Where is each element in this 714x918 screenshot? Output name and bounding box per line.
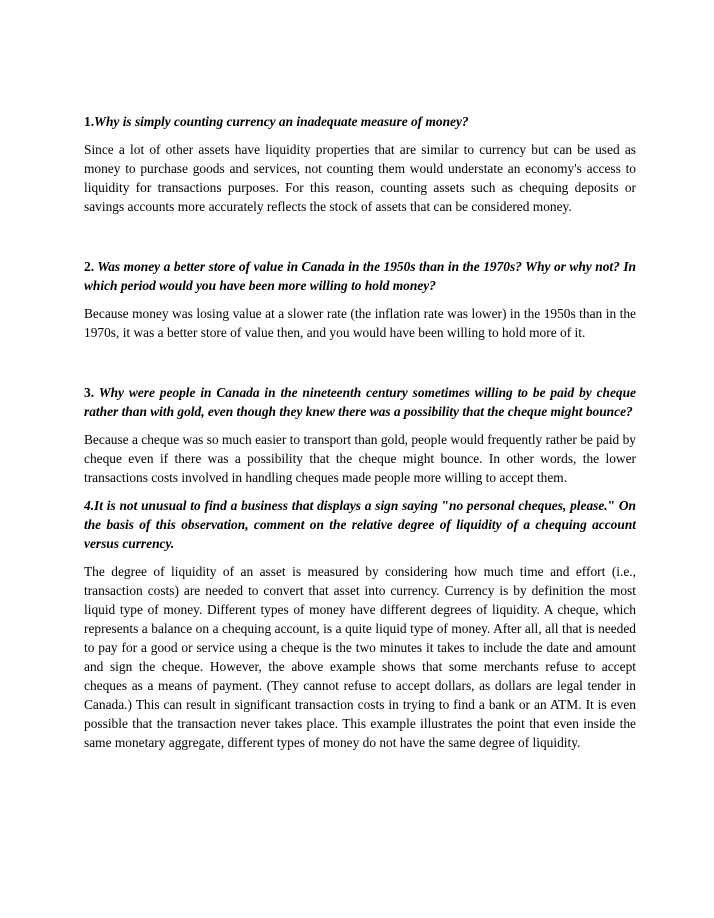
question-text: Was money a better store of value in Canada in the 1950s than in the 1970s? Why or why not? In which period would you have been more willing to hold money?: [84, 259, 636, 293]
question-2: [84, 257, 636, 295]
answer-1: Since a lot of other assets have liquidity properties that are similar to currency but can be used as money to purchase goods and services, not counting them would understate an economy's access to liquidity for transactions purposes. For this reason, counting assets such as chequing deposits or savings accounts more accurately reflects the stock of assets that can be considered money.: [84, 142, 636, 214]
question-text-part2: On the basis of this observation, comment on the relative degree of liquidity of a chequing account versus currency.: [84, 498, 636, 551]
spacer: [84, 216, 636, 257]
question-number: 1.: [84, 114, 95, 129]
question-number: 4.: [84, 498, 95, 513]
question-sign-text: no personal cheques, please.: [449, 498, 608, 513]
question-number: 3.: [84, 385, 95, 400]
question-number: 2.: [84, 259, 95, 274]
question-3: [84, 383, 636, 421]
open-quote: ": [441, 498, 450, 513]
close-quote: ": [607, 498, 616, 513]
question-text: Why is simply counting currency an inadequate measure of money?: [94, 114, 469, 129]
question-text: Why were people in Canada in the nineteenth century sometimes willing to be paid by cheque rather than with gold, even though they knew there was a possibility that the cheque might bounce?: [84, 385, 636, 419]
answer-2: Because money was losing value at a slower rate (the inflation rate was lower) in the 1950s than in the 1970s, it was a better store of value then, and you would have been willing to hold more of it.: [84, 306, 636, 340]
question-text-part1: It is not unusual to find a business that displays a sign saying: [94, 498, 442, 513]
spacer: [84, 342, 636, 383]
answer-4: The degree of liquidity of an asset is measured by considering how much time and effort (i.e., transaction costs) are needed to convert that asset into currency. Currency is by definition the most liquid type of money. Different types of money have different degrees of liquidity. A cheque, which represents a balance on a chequing account, is a quite liquid type of money. After all, all that is needed to pay for a good or service using a cheque is the two minutes it takes to include the date and amount and sign the cheque. However, the above example shows that some merchants refuse to accept cheques as a means of payment. (They cannot refuse to accept dollars, as dollars are legal tender in Canada.) This can result in significant transaction costs in trying to find a bank or an ATM. It is even possible that the transaction never takes place. This example illustrates the point that even inside the same monetary aggregate, different types of money do not have the same degree of liquidity.: [84, 564, 636, 750]
answer-3: Because a cheque was so much easier to transport than gold, people would frequently rather be paid by cheque even if there was a possibility that the cheque might bounce. In other words, the lower transactions costs involved in handling cheques made people more willing to accept them.: [84, 432, 636, 485]
question-1: [84, 112, 636, 131]
question-4: [84, 496, 636, 553]
